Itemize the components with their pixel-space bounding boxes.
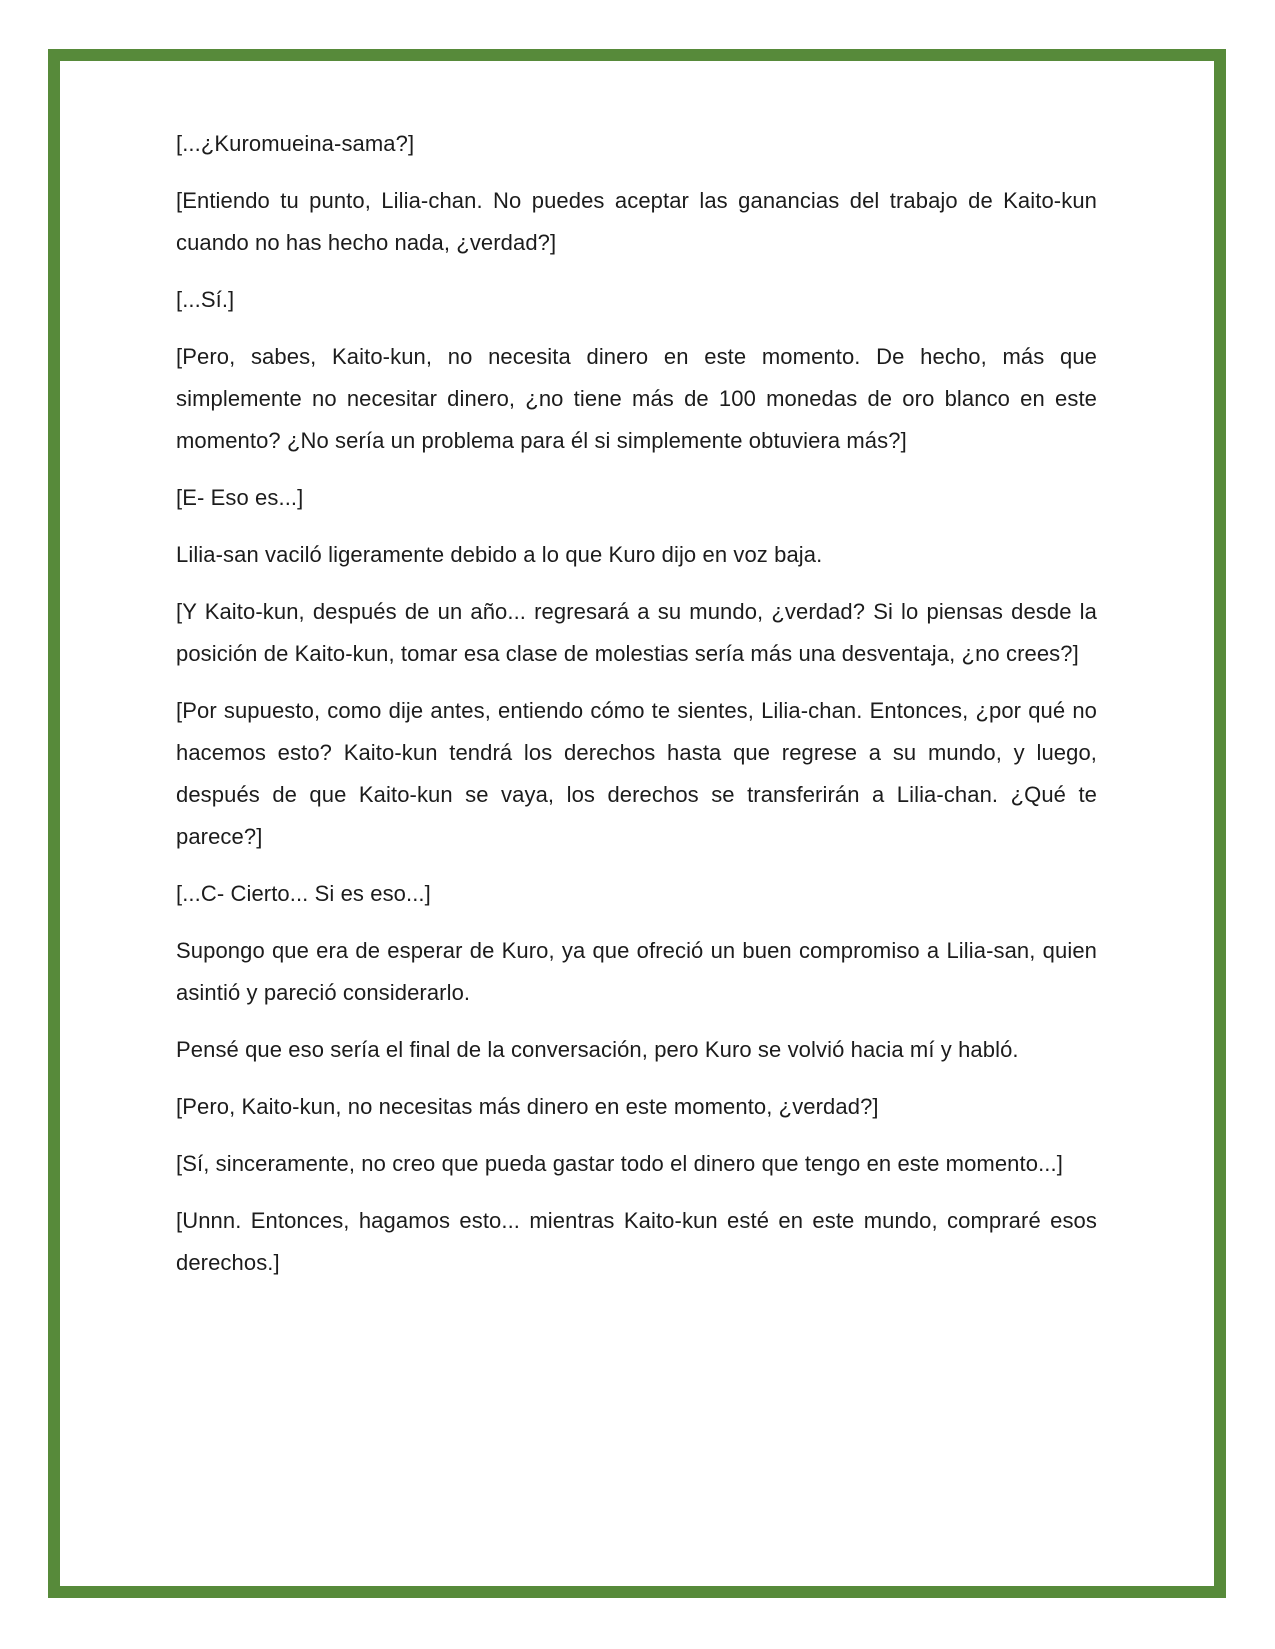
paragraph: [Por supuesto, como dije antes, entiendo cómo te sientes, Lilia-chan. Entonces, ¿por qué no hacemos esto? Kaito-kun tendrá los derechos hasta que regrese a su mundo, y luego, después de que Kaito-kun se vaya, los derechos se transferirán a Lilia-chan. ¿Qué te parece?] [176, 698, 1097, 849]
paragraph: Lilia-san vaciló ligeramente debido a lo que Kuro dijo en voz baja. [176, 542, 823, 567]
paragraph: [E- Eso es...] [176, 485, 304, 510]
paragraph: [...C- Cierto... Si es eso...] [176, 881, 431, 906]
paragraph: [...Sí.] [176, 287, 235, 312]
paragraph: [Pero, Kaito-kun, no necesitas más dinero en este momento, ¿verdad?] [176, 1094, 879, 1119]
page-border [48, 49, 1226, 1598]
paragraph: [Y Kaito-kun, después de un año... regresará a su mundo, ¿verdad? Si lo piensas desde la posición de Kaito-kun, tomar esa clase de molestias sería más una desventaja, ¿no crees?] [176, 599, 1097, 666]
paragraph: Pensé que eso sería el final de la conversación, pero Kuro se volvió hacia mí y habló. [176, 1037, 1019, 1062]
paragraph: [...¿Kuromueina-sama?] [176, 131, 415, 156]
paragraph: [Unnn. Entonces, hagamos esto... mientras Kaito-kun esté en este mundo, compraré esos derechos.] [176, 1208, 1097, 1275]
paragraph: [Pero, sabes, Kaito-kun, no necesita dinero en este momento. De hecho, más que simplemente no necesitar dinero, ¿no tiene más de 100 monedas de oro blanco en este momento? ¿No sería un problema para él si simplemente obtuviera más?] [176, 344, 1097, 453]
paragraph: [Entiendo tu punto, Lilia-chan. No puedes aceptar las ganancias del trabajo de Kaito-kun cuando no has hecho nada, ¿verdad?] [176, 188, 1097, 255]
text-content [60, 61, 1214, 1586]
paragraph: Supongo que era de esperar de Kuro, ya que ofreció un buen compromiso a Lilia-san, quien asintió y pareció considerarlo. [176, 938, 1097, 1005]
paragraph: [Sí, sinceramente, no creo que pueda gastar todo el dinero que tengo en este momento...] [176, 1151, 1063, 1176]
